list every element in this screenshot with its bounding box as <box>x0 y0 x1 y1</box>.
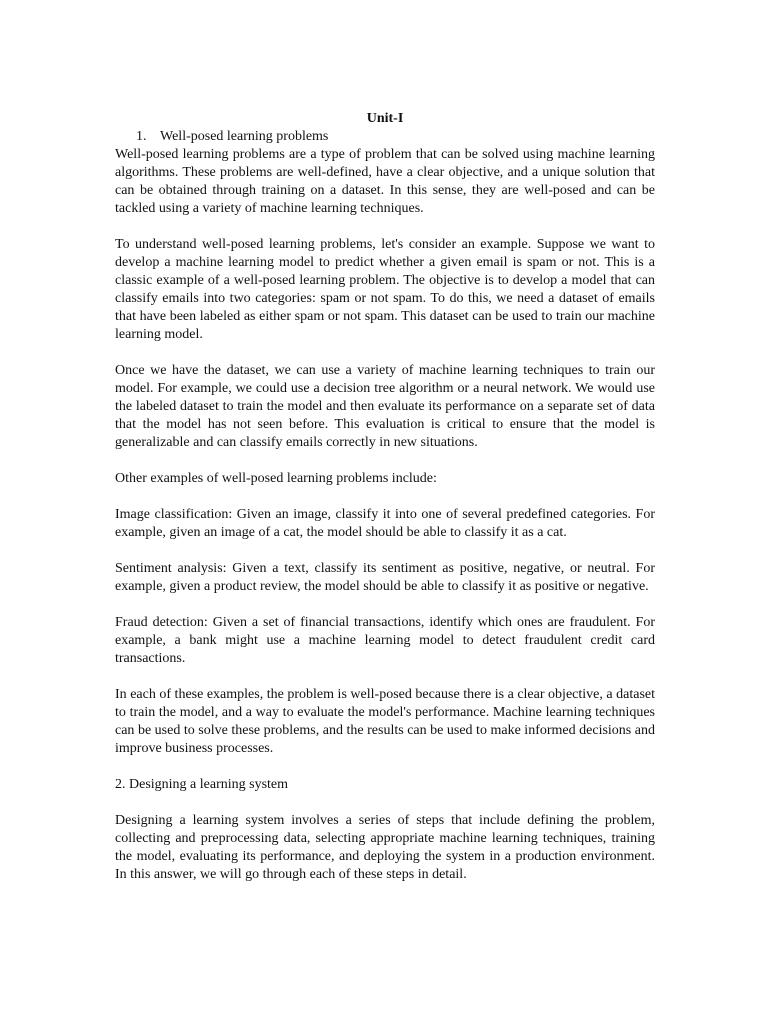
paragraph-sentiment-analysis: Sentiment analysis: Given a text, classify its sentiment as positive, negative, or neutral. For example, given a product review, the model should be able to classify it as positive or negative. <box>115 561 655 594</box>
paragraph-other-examples: Other examples of well-posed learning problems include: <box>115 471 437 486</box>
page-title: Unit-I <box>366 111 404 126</box>
section-2-heading: 2. Designing a learning system <box>115 777 289 792</box>
paragraph-intro: Well-posed learning problems are a type of problem that can be solved using machine learning algorithms. These problems are well-defined, have a clear objective, and a unique solution that can be obtained through training on a dataset. In this sense, they are well-posed and can be tackled using a variety of machine learning techniques. <box>115 147 655 216</box>
paragraph-designing: Designing a learning system involves a series of steps that include defining the problem, collecting and preprocessing data, selecting appropriate machine learning techniques, training the model, evaluating its performance, and deploying the system in a production environment. In this answer, we will go through each of these steps in detail. <box>115 813 655 882</box>
paragraph-summary: In each of these examples, the problem is well-posed because there is a clear objective, a dataset to train the model, and a way to evaluate the model's performance. Machine learning techniques can be used to solve these problems, and the results can be used to make informed decisions and improve business processes. <box>115 687 655 756</box>
section-1-heading <box>115 128 655 146</box>
paragraph-training: Once we have the dataset, we can use a variety of machine learning techniques to train our model. For example, we could use a decision tree algorithm or a neural network. We would use the labeled dataset to train the model and then evaluate its performance on a separate set of data that the model has not seen before. This evaluation is critical to ensure that the model is generalizable and can classify emails correctly in new situations. <box>115 363 655 450</box>
document-page <box>115 110 655 902</box>
paragraph-image-classification: Image classification: Given an image, classify it into one of several predefined categories. For example, given an image of a cat, the model should be able to classify it as a cat. <box>115 507 655 540</box>
section-1-heading-text: Well-posed learning problems <box>160 129 329 144</box>
paragraph-fraud-detection: Fraud detection: Given a set of financial transactions, identify which ones are fraudulent. For example, a bank might use a machine learning model to detect fraudulent credit card transactions. <box>115 615 655 666</box>
section-1-number: 1. <box>136 129 147 144</box>
paragraph-spam-example: To understand well-posed learning problems, let's consider an example. Suppose we want to develop a machine learning model to predict whether a given email is spam or not. This is a classic example of a well-posed learning problem. The objective is to develop a model that can classify emails into two categories: spam or not spam. To do this, we need a dataset of emails that have been labeled as either spam or not spam. This dataset can be used to train our machine learning model. <box>115 237 655 342</box>
